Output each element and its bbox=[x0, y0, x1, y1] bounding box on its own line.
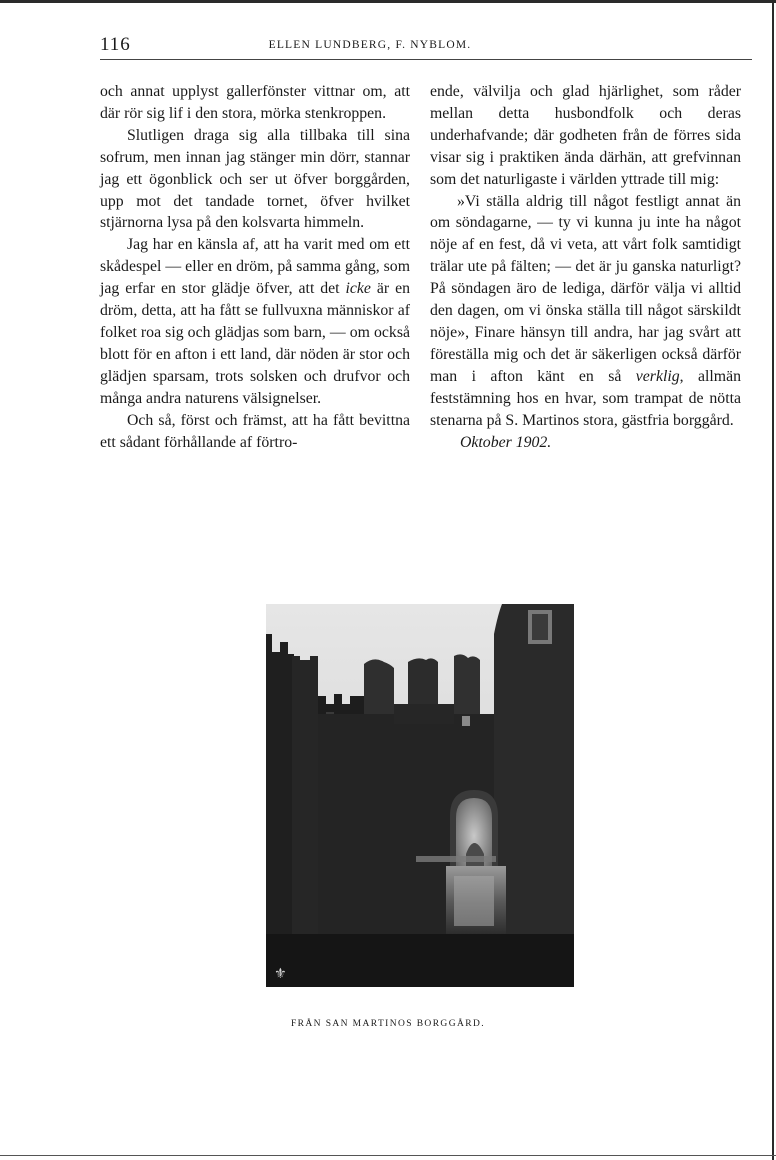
left-column bbox=[100, 81, 410, 453]
paragraph: Och så, först och främst, att ha fått bevittna ett sådant förhållande af förtro- bbox=[100, 411, 410, 451]
page-header bbox=[100, 34, 752, 64]
page-bottom-edge bbox=[0, 1155, 776, 1156]
page-number: 116 bbox=[100, 34, 131, 55]
svg-text:⚜: ⚜ bbox=[274, 966, 287, 982]
italic-word: verklig bbox=[635, 367, 680, 385]
paragraph-text: är en dröm, detta, att ha fått se fullvuxna människor af folket roa sig och glädjas som barn, — om också blott för en afton i ett land, där nöden är stor och glädjen sparsam, trots solsken och drufvor och många andra naturens välsignelser. bbox=[100, 280, 410, 407]
paragraph bbox=[100, 234, 410, 409]
paragraph: och annat upplyst gallerfönster vittnar om, att där rör sig lif i den stora, mörka stenkroppen. bbox=[100, 83, 410, 122]
paragraph bbox=[430, 191, 741, 432]
running-head: ELLEN LUNDBERG, F. NYBLOM. bbox=[268, 39, 472, 51]
courtyard-photo-image bbox=[266, 604, 574, 987]
figure-caption: FRÅN SAN MARTINOS BORGGÅRD. bbox=[290, 1019, 485, 1029]
paragraph-text: Jag har en känsla af, att ha varit med om ett skådespel — eller en dröm, på samma gång, som jag erfar en stor glädje öfver, att det bbox=[100, 236, 410, 298]
header-rule bbox=[100, 59, 752, 60]
page-top-edge bbox=[0, 0, 776, 3]
paragraph-text: »Vi ställa aldrig till något festligt annat än om söndagarne, — ty vi kunna ju inte ha något nöje af en fest, då vi veta, att vårt folk samtidigt trälar ute på fälten; — det är ju ganska naturligt? På söndagen äro de lediga, därför välja vi alltid den dagen, om vi önska ställa till något särskildt nöje», Finare hänsyn till andra, har jag svårt att föreställa mig och det är säkerligen också därför man i afton känt en så bbox=[430, 192, 741, 385]
paragraph: ende, välvilja och glad hjärlighet, som råder mellan detta husbondfolk och deras underhafvande; där godheten från de förres sida visar sig i praktiken ända därhän, att grefvinnan som det naturligaste i världen yttrade till mig: bbox=[430, 83, 741, 188]
italic-word: icke bbox=[345, 280, 371, 298]
right-column bbox=[430, 81, 741, 453]
page-right-edge bbox=[772, 0, 774, 1160]
dateline: Oktober 1902. bbox=[460, 433, 552, 451]
courtyard-photograph bbox=[266, 604, 574, 987]
paragraph-text: , allmän feststämning hos en hvar, som trampat de nötta stenarna på S. Martinos stora, gästfria borggård. bbox=[430, 367, 741, 429]
paragraph: Slutligen draga sig alla tillbaka till sina sofrum, men innan jag stänger min dörr, stannar jag ett ögonblick och ser ut öfver borggården, upp mot det tandade tornet, öfver hvilket stjärnorna lysa på den kolsvarta himmeln. bbox=[100, 126, 410, 232]
